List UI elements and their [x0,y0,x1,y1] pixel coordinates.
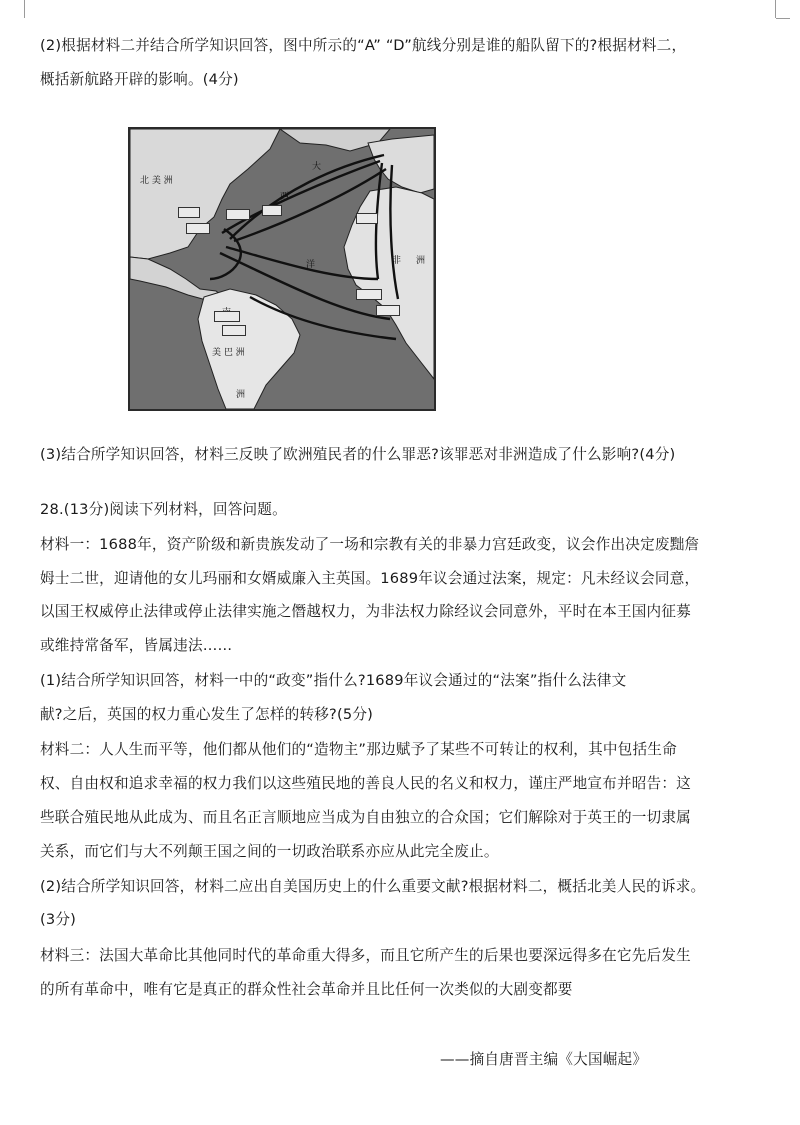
material-2-line-2: 权、自由权和追求幸福的权力我们以这些殖民地的善良人民的名义和权力，谨庄严地宣布并昭告：这 [40,775,691,792]
map-place-box-4 [262,205,282,216]
label-africa-2: 洲 [416,256,426,266]
label-north-america: 北 美 洲 [140,176,173,186]
map-place-box-1 [178,207,200,218]
material-2-line-4: 关系，而它们与大不列颠王国之间的一切政治联系亦应从此完全废止。 [40,843,499,860]
question-28-1-line-2: 献?之后，英国的权力重心发生了怎样的转移?(5分) [40,706,374,723]
question-28-1-line-1: (1)结合所学知识回答，材料一中的“政变”指什么?1689年议会通过的“法案”指什么法律文 [40,672,627,689]
europe-landmass [368,135,434,193]
map-place-box-3 [226,209,250,220]
triangle-trade-map [128,127,436,411]
label-south-america: 美 巴 洲 [212,348,245,358]
route-caribbean-loop [210,229,241,279]
material-3-line-1: 材料三：法国大革命比其他同时代的革命重大得多，而且它所产生的后果也要深远得多在它先后发生 [40,947,691,964]
map-place-box-6 [356,289,382,300]
label-west: 西 [280,192,290,202]
material-3-line-2: 的所有革命中，唯有它是真正的群众性社会革命并且比任何一次类似的大剧变都要 [40,981,573,998]
material-1-line-1: 材料一：1688年，资产阶级和新贵族发动了一场和宗教有关的非暴力宫廷政变，议会作出决定废黜詹 [40,536,700,553]
label-africa: 非 [392,256,402,266]
map-place-box-8 [214,311,240,322]
source-citation: ——摘自唐晋主编《大国崛起》 [440,1051,648,1068]
page-corner-mark-right [775,0,790,18]
label-atlantic: 大 [312,162,322,172]
label-ocean: 洋 [306,260,316,270]
material-1-line-4: 或维持常备军，皆属违法…… [40,637,233,654]
map-place-box-5 [356,213,378,224]
material-1-line-3: 以国王权威停止法律或停止法律实施之僭越权力，为非法权力除经议会同意外，平时在本王国内征募 [40,603,691,620]
question-28-2-line-1: (2)结合所学知识回答，材料二应出自美国历史上的什么重要文献?根据材料二，概括北美人民的诉求。 [40,878,706,895]
question-2-line-2: 概括新航路开辟的影响。(4分) [40,71,239,88]
map-place-box-9 [222,325,246,336]
map-place-box-2 [186,223,210,234]
material-1-line-2: 姆士二世，迎请他的女儿玛丽和女婿威廉入主英国。1689年议会通过法案，规定：凡未经议会同意， [40,570,700,587]
label-bottom: 洲 [236,390,246,400]
material-2-line-3: 些联合殖民地从此成为、而且名正言顺地应当成为自由独立的合众国；它们解除对于英王的一切隶属 [40,809,691,826]
question-2-line-1: (2)根据材料二并结合所学知识回答，图中所示的“A” “D”航线分别是谁的船队留下的?根据材料二， [40,37,687,54]
map-place-box-7 [376,305,400,316]
north-america-landmass [130,129,280,259]
material-2-line-1: 材料二：人人生而平等，他们都从他们的“造物主”那边赋予了某些不可转让的权利，其中包括生命 [40,741,677,758]
question-28-title: 28.(13分)阅读下列材料，回答问题。 [40,501,287,518]
question-28-2-line-2: (3分) [40,911,77,928]
question-3-line: (3)结合所学知识回答，材料三反映了欧洲殖民者的什么罪恶?该罪恶对非洲造成了什么影响?(4分) [40,446,676,463]
page-corner-mark-right-h [776,18,790,19]
page-corner-mark-left [10,0,25,18]
map-graphic [130,129,434,409]
